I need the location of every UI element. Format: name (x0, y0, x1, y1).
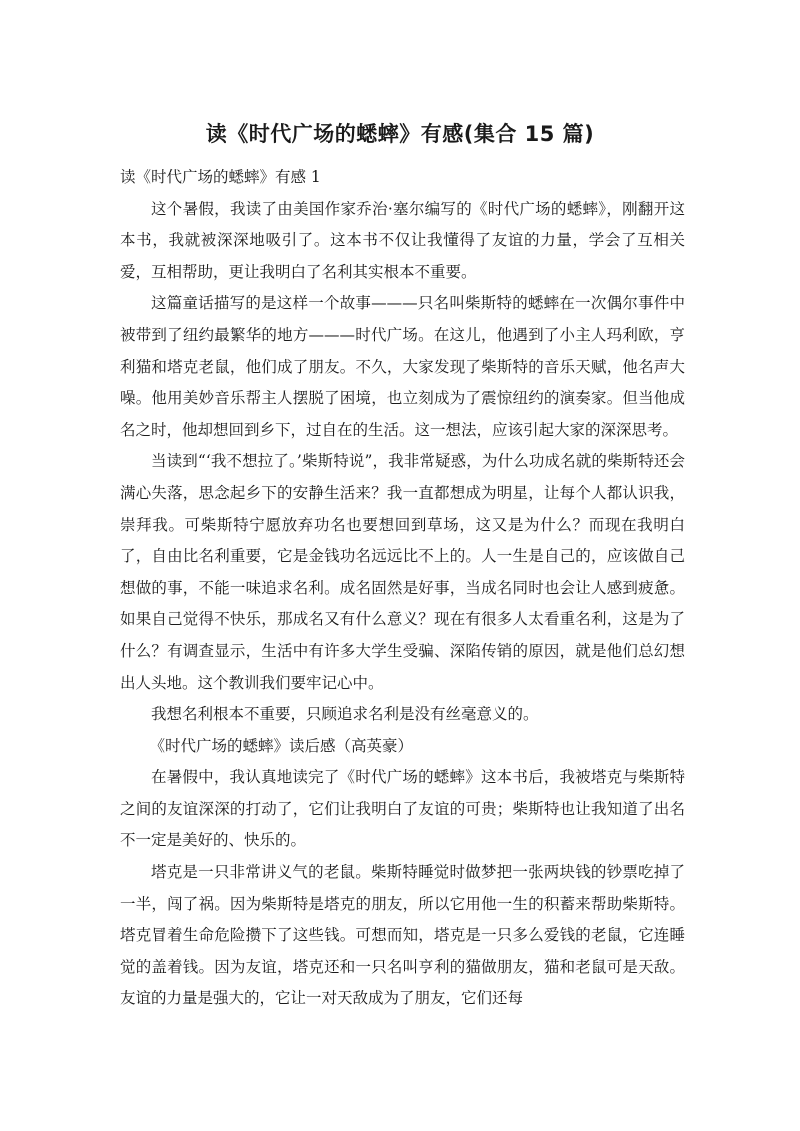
paragraph: 我想名利根本不重要，只顾追求名利是没有丝毫意义的。 (151, 705, 539, 724)
paragraph: 这个暑假，我读了由美国作家乔治·塞尔编写的《时代广场的蟋蟀》，刚翻开这本书，我就被深深地吸引了。这本书不仅让我懂得了友谊的力量，学会了互相关爱，互相帮助，更让我明白了名利其实根本不重要。 (120, 199, 685, 281)
paragraph: 塔克是一只非常讲义气的老鼠。柴斯特睡觉时做梦把一张两块钱的钞票吃掉了一半，闯了祸。因为柴斯特是塔克的朋友，所以它用他一生的积蓄来帮助柴斯特。塔克冒着生命危险攒下了这些钱。可想而知，塔克是一只多么爱钱的老鼠，它连睡觉的盖着钱。因为友谊，塔克还和一只名叫亨利的猫做朋友，猫和老鼠可是天敌。友谊的力量是强大的，它让一对天敌成为了朋友，它们还每 (120, 863, 685, 1008)
section-heading: 读《时代广场的蟋蟀》有感 1 (120, 168, 321, 186)
document-title: 读《时代广场的蟋蟀》有感(集合 15 篇) (205, 122, 595, 146)
paragraph: 这篇童话描写的是这样一个故事———只名叫柴斯特的蟋蟀在一次偶尔事件中被带到了纽约最繁华的地方———时代广场。在这儿，他遇到了小主人玛利欧，亨利猫和塔克老鼠，他们成了朋友。不久，大家发现了柴斯特的音乐天赋，他名声大噪。他用美妙音乐帮主人摆脱了困境，也立刻成为了震惊纽约的演奏家。但当他成名之时，他却想回到乡下，过自在的生活。这一想法，应该引起大家的深深思考。 (120, 294, 685, 439)
document-body (120, 162, 685, 1015)
paragraph: 在暑假中，我认真地读完了《时代广场的蟋蟀》这本书后，我被塔克与柴斯特之间的友谊深深的打动了，它们让我明白了友谊的可贵；柴斯特也让我知道了出名不一定是美好的、快乐的。 (120, 768, 685, 850)
paragraph: 当读到“‘我不想拉了。’柴斯特说”，我非常疑惑，为什么功成名就的柴斯特还会满心失落，思念起乡下的安静生活来？我一直都想成为明星，让每个人都认识我，崇拜我。可柴斯特宁愿放弃功名也要想回到草场，这又是为什么？而现在我明白了，自由比名利重要，它是金钱功名远远比不上的。人一生是自己的，应该做自己想做的事，不能一味追求名利。成名固然是好事，当成名同时也会让人感到疲惫。如果自己觉得不快乐，那成名又有什么意义？现在有很多人太看重名利，这是为了什么？有调查显示，生活中有许多大学生受骗、深陷传销的原因，就是他们总幻想出人头地。这个教训我们要牢记心中。 (120, 452, 685, 692)
section-heading: 《时代广场的蟋蟀》读后感（高英豪） (149, 736, 413, 755)
